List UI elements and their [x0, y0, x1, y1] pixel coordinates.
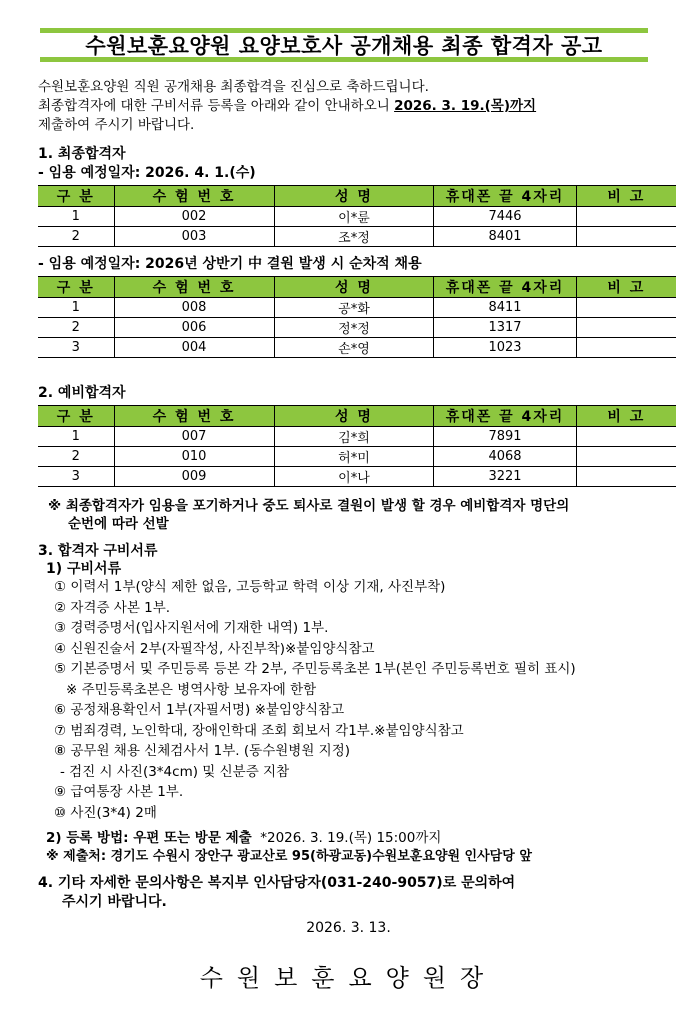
header-phone: 휴대폰 끝 4자리	[434, 277, 576, 298]
section4-line-1: 4. 기타 자세한 문의사항은 복지부 인사담당자(031-240-9057)로 문의하여	[38, 875, 516, 891]
table-header-row	[38, 406, 676, 427]
intro-line-2-text: 최종합격자에 대한 구비서류 등록을 아래와 같이 안내하오니	[38, 98, 395, 114]
table-header-row	[38, 277, 676, 298]
cell-note	[576, 338, 676, 358]
table-row	[38, 467, 676, 487]
header-exam: 수 험 번 호	[114, 406, 274, 427]
reserve-note-line-1: ※ 최종합격자가 임용을 포기하거나 중도 퇴사로 결원이 발생 할 경우 예비합격자 명단의	[48, 498, 570, 514]
cell-note	[576, 467, 676, 487]
cell-no: 1	[38, 427, 114, 447]
signature: 수원보훈요양원장	[199, 964, 498, 992]
header-no: 구 분	[38, 186, 114, 207]
group-b-table	[38, 276, 676, 358]
section3-sub1: 1) 구비서류	[46, 561, 122, 577]
header-no: 구 분	[38, 406, 114, 427]
cell-phone: 1023	[434, 338, 576, 358]
cell-exam: 006	[114, 318, 274, 338]
deadline-text: 2026. 3. 19.(목)까지	[394, 98, 537, 114]
notice-date: 2026. 3. 13.	[306, 920, 391, 936]
list-item: ⑦ 범죄경력, 노인학대, 장애인학대 조회 회보서 각1부.※붙임양식참고	[54, 722, 464, 739]
cell-phone: 8411	[434, 298, 576, 318]
cell-no: 2	[38, 447, 114, 467]
list-item: ⑧ 공무원 채용 신체검사서 1부. (동수원병원 지정)	[54, 743, 351, 759]
table-header-row	[38, 186, 676, 207]
header-exam: 수 험 번 호	[114, 277, 274, 298]
cell-name: 허*미	[274, 447, 434, 467]
cell-no: 2	[38, 318, 114, 338]
group-a-table	[38, 185, 676, 247]
cell-phone: 1317	[434, 318, 576, 338]
cell-name: 김*희	[274, 427, 434, 447]
section1-heading: 1. 최종합격자	[38, 146, 126, 162]
title-banner	[40, 28, 648, 62]
cell-name: 조*정	[274, 227, 434, 247]
cell-phone: 7446	[434, 207, 576, 227]
cell-no: 3	[38, 338, 114, 358]
cell-no: 3	[38, 467, 114, 487]
document-list	[54, 577, 576, 823]
list-item: ⑨ 급여통장 사본 1부.	[54, 784, 184, 800]
table-row	[38, 227, 676, 247]
reserve-note-line-2: 순번에 따라 선발	[68, 516, 169, 532]
cell-exam: 004	[114, 338, 274, 358]
header-exam: 수 험 번 호	[114, 186, 274, 207]
table-row	[38, 207, 676, 227]
cell-note	[576, 298, 676, 318]
cell-note	[576, 427, 676, 447]
group-b-label: - 임용 예정일자: 2026년 상반기 中 결원 발생 시 순차적 채용	[38, 256, 422, 272]
list-item: ⑤ 기본증명서 및 주민등록 등본 각 2부, 주민등록초본 1부(본인 주민등록번호 필히 표시)	[54, 661, 576, 677]
list-item: ② 자격증 사본 1부.	[54, 599, 171, 616]
cell-exam: 009	[114, 467, 274, 487]
cell-name: 이*나	[274, 467, 434, 487]
header-name: 성 명	[274, 277, 434, 298]
cell-name: 손*영	[274, 338, 434, 358]
cell-no: 1	[38, 298, 114, 318]
cell-name: 공*화	[274, 298, 434, 318]
cell-exam: 002	[114, 207, 274, 227]
submission-deadline: *2026. 3. 19.(목) 15:00까지	[260, 830, 442, 846]
table-row	[38, 427, 676, 447]
reserve-table	[38, 405, 676, 487]
header-phone: 휴대폰 끝 4자리	[434, 406, 576, 427]
submission-method-label: 2) 등록 방법: 우편 또는 방문 제출	[46, 830, 252, 846]
cell-phone: 4068	[434, 447, 576, 467]
section2-heading: 2. 예비합격자	[38, 385, 126, 401]
cell-exam: 003	[114, 227, 274, 247]
list-item: ④ 신원진술서 2부(자필작성, 사진부착)※붙임양식참고	[54, 640, 375, 657]
list-item: - 검진 시 사진(3*4cm) 및 신분증 지참	[60, 763, 290, 780]
cell-exam: 007	[114, 427, 274, 447]
cell-name: 이*륜	[274, 207, 434, 227]
cell-exam: 008	[114, 298, 274, 318]
table-row	[38, 447, 676, 467]
intro-line-3: 제출하여 주시기 바랍니다.	[38, 117, 195, 133]
submission-address: ※ 제출처: 경기도 수원시 장안구 광교산로 95(하광교동)수원보훈요양원 인사담당 앞	[46, 849, 532, 864]
group-a-label: - 임용 예정일자: 2026. 4. 1.(수)	[38, 165, 256, 181]
header-no: 구 분	[38, 277, 114, 298]
cell-exam: 010	[114, 447, 274, 467]
submission-method	[46, 826, 441, 846]
header-name: 성 명	[274, 406, 434, 427]
cell-phone: 7891	[434, 427, 576, 447]
cell-no: 2	[38, 227, 114, 247]
cell-note	[576, 207, 676, 227]
table-row	[38, 318, 676, 338]
header-phone: 휴대폰 끝 4자리	[434, 186, 576, 207]
intro-line-1: 수원보훈요양원 직원 공개채용 최종합격을 진심으로 축하드립니다.	[38, 79, 429, 95]
section4-line-2: 주시기 바랍니다.	[62, 894, 167, 910]
list-item: ① 이력서 1부(양식 제한 없음, 고등학교 학력 이상 기재, 사진부착)	[54, 579, 446, 595]
cell-note	[576, 227, 676, 247]
page-title: 수원보훈요양원 요양보호사 공개채용 최종 합격자 공고	[85, 34, 603, 58]
intro-line-2	[38, 97, 536, 116]
cell-phone: 3221	[434, 467, 576, 487]
cell-note	[576, 447, 676, 467]
list-item: ⑩ 사진(3*4) 2매	[54, 804, 157, 821]
header-name: 성 명	[274, 186, 434, 207]
cell-phone: 8401	[434, 227, 576, 247]
header-note: 비 고	[576, 186, 676, 207]
list-item: ③ 경력증명서(입사지원서에 기재한 내역) 1부.	[54, 620, 329, 636]
header-note: 비 고	[576, 406, 676, 427]
table-row	[38, 338, 676, 358]
section3-heading: 3. 합격자 구비서류	[38, 543, 158, 559]
list-item: ※ 주민등록초본은 병역사항 보유자에 한함	[66, 681, 317, 698]
cell-no: 1	[38, 207, 114, 227]
intro-paragraph	[38, 78, 536, 135]
cell-note	[576, 318, 676, 338]
cell-name: 정*정	[274, 318, 434, 338]
table-row	[38, 298, 676, 318]
header-note: 비 고	[576, 277, 676, 298]
list-item: ⑥ 공정채용확인서 1부(자필서명) ※붙임양식참고	[54, 702, 345, 718]
